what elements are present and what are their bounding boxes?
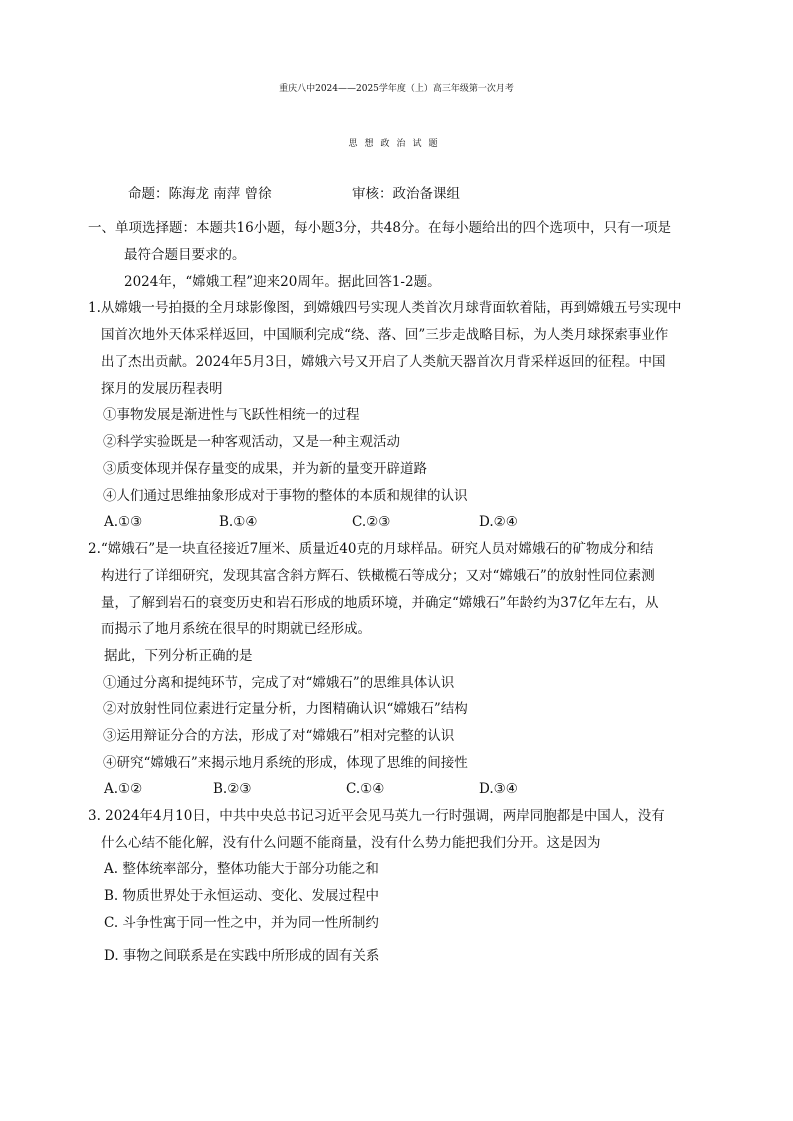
q2-option-d: D.③④	[479, 781, 518, 797]
section-heading-cont: 最符合题目要求的。	[124, 247, 246, 263]
q1-option-b: B.①④	[219, 514, 258, 530]
q1-statement-1: ①事物发展是渐进性与飞跃性相统一的过程	[103, 407, 360, 423]
q3-option-a: A. 整体统率部分，整体功能大于部分功能之和	[104, 861, 379, 877]
q3-option-c: C. 斗争性寓于同一性之中，并为同一性所制约	[104, 915, 379, 931]
q2-statement-3: ③运用辩证分合的方法，形成了对“嫦娥石”相对完整的认识	[103, 728, 455, 744]
reviewers-line: 审核：政治备课组	[352, 186, 460, 202]
q3-option-d: D. 事物之间联系是在实践中所形成的固有关系	[104, 948, 380, 964]
q2-option-c: C.①④	[346, 781, 385, 797]
q1-statement-2: ②科学实验既是一种客观活动，又是一种主观活动	[103, 434, 400, 450]
q1-statement-4: ④人们通过思维抽象形成对于事物的整体的本质和规律的认识	[103, 488, 468, 504]
q3-stem: 什么心结不能化解，没有什么问题不能商量，没有什么势力能把我们分开。这是因为	[101, 835, 601, 851]
exam-header: 重庆八中2024——2025学年度（上）高三年级第一次月考	[279, 84, 514, 94]
section-intro: 2024年，“嫦娥工程”迎来20周年。据此回答1-2题。	[124, 274, 441, 290]
q3-stem: 3. 2024年4月10日，中共中央总书记习近平会见马英九一行时强调，两岸同胞都是中国人，没有	[88, 808, 665, 824]
q1-option-d: D.②④	[479, 514, 518, 530]
q3-option-b: B. 物质世界处于永恒运动、变化、发展过程中	[104, 888, 380, 904]
q1-stem: 1.从嫦娥一号拍摄的全月球影像图，到嫦娥四号实现人类首次月球背面软着陆，再到嫦娥五号实现中	[88, 300, 682, 316]
q1-stem: 探月的发展历程表明	[101, 381, 223, 397]
q2-option-a: A.①②	[104, 781, 143, 797]
q1-option-a: A.①③	[104, 514, 143, 530]
q1-option-c: C.②③	[352, 514, 391, 530]
authors-line: 命题：陈海龙 南萍 曾徐	[128, 186, 272, 202]
q2-stem: 而揭示了地月系统在很早的时期就已经形成。	[101, 621, 371, 637]
q2-option-b: B.②③	[213, 781, 252, 797]
q1-statement-3: ③质变体现并保存量变的成果，并为新的量变开辟道路	[103, 461, 427, 477]
page-title: 思想政治试题	[348, 139, 445, 149]
q2-stem: 2.“嫦娥石”是一块直径接近7厘米、质量近40克的月球样品。研究人员对嫦娥石的矿物成分和结	[88, 541, 654, 557]
q1-stem: 国首次地外天体采样返回，中国顺利完成“绕、落、回”三步走战略目标，为人类月球探索事业作	[101, 327, 669, 343]
q1-stem: 出了杰出贡献。2024年5月3日，嫦娥六号又开启了人类航天器首次月背采样返回的征程。中国	[101, 354, 666, 370]
section-heading: 一、单项选择题：本题共16小题，每小题3分，共48分。在每小题给出的四个选项中，只有一项是	[88, 220, 671, 236]
q2-lead: 据此，下列分析正确的是	[104, 648, 253, 664]
q2-statement-1: ①通过分离和提纯环节，完成了对“嫦娥石”的思维具体认识	[103, 675, 455, 691]
q2-statement-4: ④研究“嫦娥石”来揭示地月系统的形成，体现了思维的间接性	[103, 755, 468, 771]
q2-stem: 构进行了详细研究，发现其富含斜方辉石、铁橄榄石等成分；又对“嫦娥石”的放射性同位素测	[101, 568, 655, 584]
q2-stem: 量，了解到岩石的衰变历史和岩石形成的地质环境，并确定“嫦娥石”年龄约为37亿年左右，从	[101, 595, 659, 611]
q2-statement-2: ②对放射性同位素进行定量分析，力图精确认识“嫦娥石”结构	[103, 701, 468, 717]
